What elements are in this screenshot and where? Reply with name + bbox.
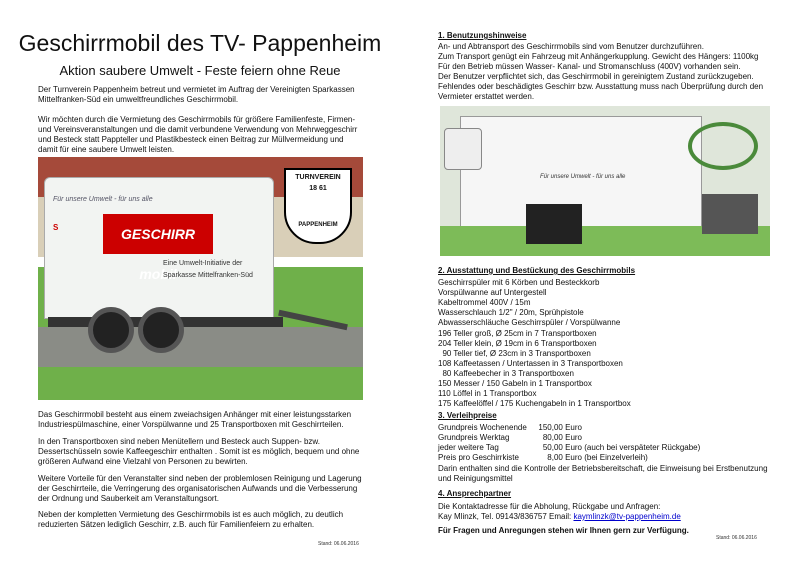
contact-email-link[interactable]: kaymlinzk@tv-pappenheim.de xyxy=(573,512,681,521)
page-subtitle: Aktion saubere Umwelt - Feste feiern ohne Reue xyxy=(59,63,341,78)
hose-photo xyxy=(688,122,758,170)
dishware-item: 150 Messer / 150 Gabeln in 1 Transportbox xyxy=(438,379,592,388)
usage-list xyxy=(438,42,768,102)
price-row xyxy=(438,443,768,453)
price-row xyxy=(438,453,768,463)
trailer-box xyxy=(44,177,274,319)
price-value: 8,00 Euro xyxy=(547,453,582,462)
usage-line: Für den Betrieb müssen Wasser- Kanal- und Stromanschluss (400V) vorhanden sein. xyxy=(438,62,741,71)
usage-line: Der Benutzer verpflichtet sich, das Geschirrmobil in gereinigtem Zustand zurückzugeben. xyxy=(438,72,754,81)
prices-note: Darin enthalten sind die Kontrolle der Betriebsbereitschaft, die Einweisung bei Erstbenutzung und Reinigungsmittel xyxy=(438,464,768,483)
geschirrmobil-logo: GESCHIRR mobil xyxy=(103,214,213,254)
sparkasse-logo-icon: S xyxy=(53,223,59,232)
equipment-item: Wasserschlauch 1/2" / 20m, Sprühpistole xyxy=(438,308,584,317)
section-1-heading: 1. Benutzungshinweise xyxy=(438,31,527,40)
usage-line: Zum Transport genügt ein Fahrzeug mit Anhängerkupplung. Gewicht des Hängers: 1100kg xyxy=(438,52,759,61)
equipment-item: Abwasserschläuche Geschirrspüler / Vorspülwanne xyxy=(438,318,621,327)
crest-line-3: PAPPENHEIM xyxy=(298,222,338,228)
price-note: (bei Einzelverleih) xyxy=(584,453,648,462)
price-label: Grundpreis Werktag xyxy=(438,433,510,442)
contact-line-1: Die Kontaktadresse für die Abholung, Rückgabe und Anfragen: xyxy=(438,502,661,511)
body-paragraph-2: In den Transportboxen sind neben Menütellern und Besteck auch Suppen- bzw. Dessertschüsseln sowie Kaffeegeschirr enthalten . Somit ist es möglich, bequem und ohne größeren Aufwand eine Vielzahl von Personen zu bewirten. xyxy=(38,437,360,466)
equipment-list xyxy=(438,278,768,328)
price-row xyxy=(438,423,768,433)
body-paragraph-1: Das Geschirrmobil besteht aus einem zweiachsigen Anhänger mit einer leistungsstarken Industriespülmaschine, einer Vorspülwanne und 25 Transportboxen mit Geschirrteilen. xyxy=(38,410,352,429)
price-value: 50,00 Euro xyxy=(542,443,582,452)
price-label: jeder weitere Tag xyxy=(438,443,499,452)
price-value: 150,00 Euro xyxy=(538,423,582,432)
closing-line: Für Fragen und Anregungen stehen wir Ihnen gern zur Verfügung. xyxy=(438,526,689,535)
dishware-item: 175 Kaffeelöffel / 175 Kuchengabeln in 1 Transportbox xyxy=(438,399,631,408)
contact-name-phone: Kay Mlinzk, Tel. 09143/836757 Email: xyxy=(438,512,574,521)
usage-line: An- und Abtransport des Geschirrmobils sind vom Benutzer durchzuführen. xyxy=(438,42,704,51)
dishware-item: 108 Kaffeetassen / Untertassen in 3 Transportboxen xyxy=(438,359,623,368)
crest-line-1: TURNVEREIN xyxy=(295,174,341,181)
section-2-heading: 2. Ausstattung und Bestückung des Geschirrmobils xyxy=(438,266,636,275)
usage-line: Fehlendes oder beschädigtes Geschirr bzw. Ausstattung muss nach Überprüfung durch den Vermieter erstattet werden. xyxy=(438,82,764,101)
crates-photo xyxy=(702,194,758,234)
equipment-item: Vorspülwanne auf Untergestell xyxy=(438,288,547,297)
intro-paragraph-2: Wir möchten durch die Vermietung des Geschirrmobils für größere Familienfeste, Firmen- und Vereinsveranstaltungen und die damit verbundene Verwendung von Mehrweggeschirr und Besteck statt Pappteller und Plastikbesteck einen Beitrag zur Müllvermeidung und damit für eine saubere Umwelt leisten. xyxy=(38,115,358,154)
price-label: Preis pro Geschirrkiste xyxy=(438,453,519,462)
equipment-photo-collage xyxy=(440,106,770,256)
trailer-slogan: Für unsere Umwelt - für uns alle xyxy=(53,196,153,203)
info-sign-photo xyxy=(526,204,582,244)
body-paragraph-4: Neben der kompletten Vermietung des Geschirrmobils ist es auch möglich, zu deutlich reduzierten Sätzen lediglich Geschirr, z.B. auch für Familienfeiern zu erhalten. xyxy=(38,510,344,529)
page-title: Geschirrmobil des TV- Pappenheim xyxy=(18,30,382,56)
stand-date-left: Stand: 06.06.2016 xyxy=(318,541,359,547)
dishware-list xyxy=(438,329,768,409)
equipment-item: Geschirrspüler mit 6 Körben und Besteckkorb xyxy=(438,278,600,287)
collage-slogan: Für unsere Umwelt - für uns alle xyxy=(540,174,626,180)
stand-date-right: Stand: 06.06.2016 xyxy=(716,535,757,541)
initiative-text: Eine Umwelt-Initiative der xyxy=(163,260,243,267)
dishware-item: 204 Teller klein, Ø 19cm in 6 Transportboxen xyxy=(438,339,597,348)
crest-year: 18 61 xyxy=(309,185,327,192)
price-row xyxy=(438,433,768,443)
body-paragraph-3: Weitere Vorteile für den Veranstalter sind neben der problemlosen Reinigung und Lagerung der Geschirrteile, die Verringerung des organisatorischen Aufwands und die Verbesserung der Ordnung und Sauberkeit am Veranstaltungsort. xyxy=(38,474,362,503)
price-table xyxy=(438,423,768,463)
price-label: Grundpreis Wochenende xyxy=(438,423,527,432)
turnverein-crest xyxy=(284,168,352,244)
dishwasher-photo xyxy=(444,128,482,170)
bank-name: Sparkasse Mittelfranken-Süd xyxy=(163,272,253,279)
equipment-item: Kabeltrommel 400V / 15m xyxy=(438,298,531,307)
intro-paragraph-1: Der Turnverein Pappenheim betreut und vermietet im Auftrag der Vereinigten Sparkassen Mittelfranken-Süd ein umweltfreundliches Geschirrmobil. xyxy=(38,85,355,104)
section-3-heading: 3. Verleihpreise xyxy=(438,411,497,420)
dishware-item: 80 Kaffeebecher in 3 Transportboxen xyxy=(438,369,574,378)
dishware-item: 110 Löffel in 1 Transportbox xyxy=(438,389,537,398)
price-note: (auch bei verspäteter Rückgabe) xyxy=(584,443,701,452)
dishware-item: 196 Teller groß, Ø 25cm in 7 Transportboxen xyxy=(438,329,597,338)
dishware-item: 90 Teller tief, Ø 23cm in 3 Transportboxen xyxy=(438,349,591,358)
price-value: 80,00 Euro xyxy=(542,433,582,442)
section-4-heading: 4. Ansprechpartner xyxy=(438,489,512,498)
contact-line-2 xyxy=(438,512,768,522)
